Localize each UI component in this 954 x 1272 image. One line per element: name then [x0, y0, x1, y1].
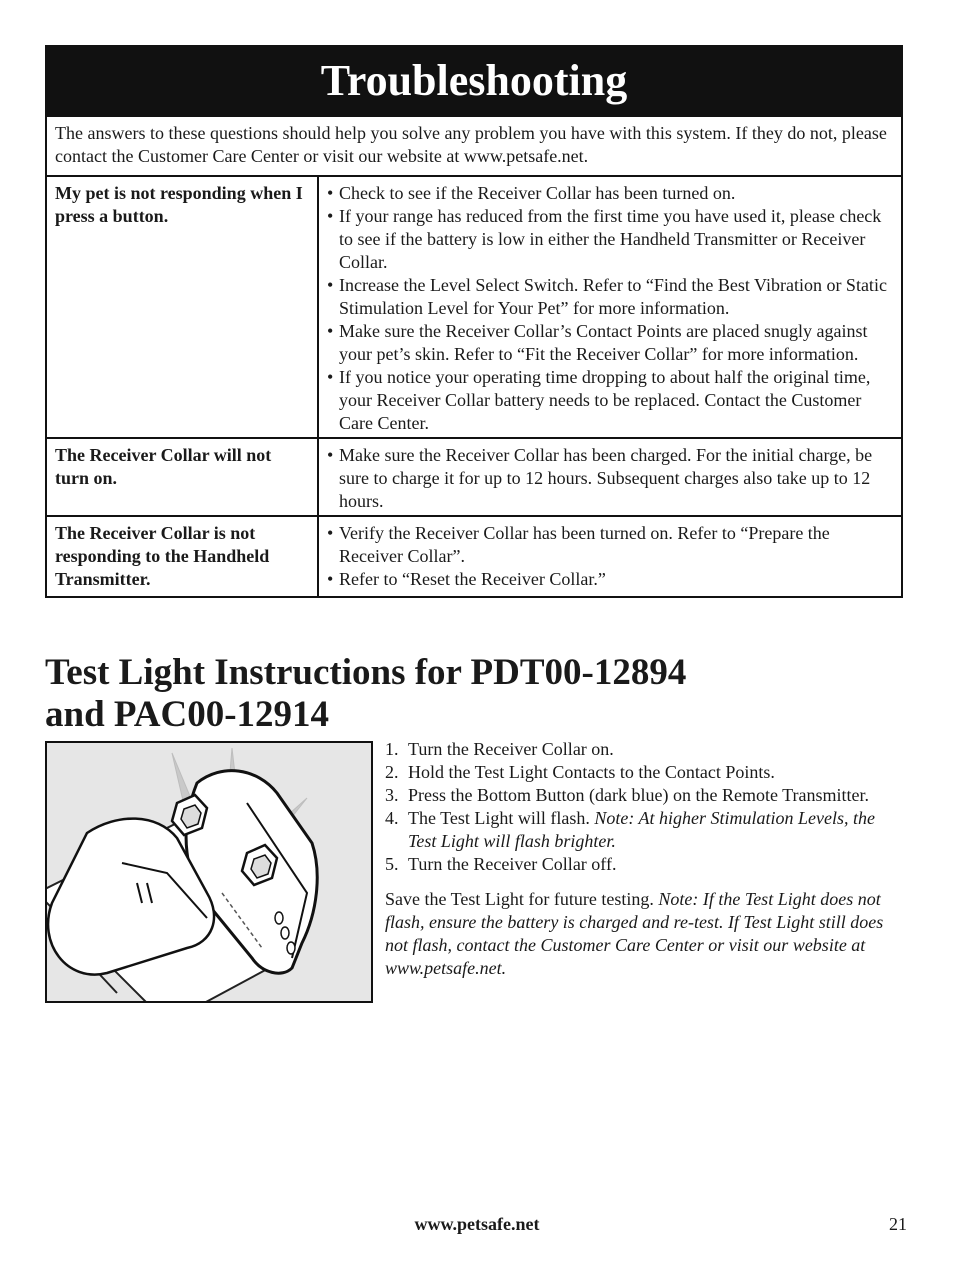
answer-cell: [319, 177, 901, 437]
list-item: 4. The Test Light will flash. Note: At higher Stimulation Levels, the Test Light will flash brighter.: [385, 808, 876, 851]
list-item: 5. Turn the Receiver Collar off.: [385, 854, 617, 874]
table-row: [47, 515, 901, 596]
list-item: • Verify the Receiver Collar has been turned on. Refer to “Prepare the Receiver Collar”.: [327, 523, 830, 566]
list-item: 2. Hold the Test Light Contacts to the Contact Points.: [385, 762, 775, 782]
page-number: 21: [889, 1214, 907, 1234]
list-item: • If your range has reduced from the first time you have used it, please check to see if the battery is low in either the Handheld Transmitter or Receiver Collar.: [327, 206, 882, 272]
save-note: Note: If the Test Light does not flash, ensure the battery is charged and re-test. If Test Light still does not flash, contact the Customer Care Center or visit our website at www.petsafe.net.: [385, 889, 884, 978]
question-cell: The Receiver Collar will not turn on.: [47, 439, 319, 515]
test-light-steps: [385, 738, 905, 980]
troubleshooting-title: Troubleshooting: [47, 47, 901, 115]
collar-test-light-icon: [47, 743, 371, 1001]
list-item: 1. Turn the Receiver Collar on.: [385, 739, 614, 759]
troubleshooting-intro: The answers to these questions should help you solve any problem you have with this system. If they do not, please contact the Customer Care Center or visit our website at www.petsafe.net.: [47, 115, 901, 175]
step-note: Note: At higher Stimulation Levels, the Test Light will flash brighter.: [408, 808, 876, 851]
save-paragraph: Save the Test Light for future testing. Note: If the Test Light does not flash, ensure the battery is charged and re-test. If Test Light still does not flash, contact the Customer Care Center or visit our website at www.petsafe.net.: [385, 889, 884, 978]
table-row: [47, 175, 901, 437]
footer-url: www.petsafe.net: [414, 1214, 540, 1234]
answer-cell: [319, 517, 901, 596]
answer-cell: [319, 439, 901, 515]
list-item: • Check to see if the Receiver Collar has been turned on.: [327, 183, 736, 203]
list-item: • If you notice your operating time dropping to about half the original time, your Receiver Collar battery needs to be replaced. Contact the Customer Care Center.: [327, 367, 871, 433]
test-light-heading: Test Light Instructions for PDT00-12894 and PAC00-12914: [45, 652, 687, 735]
table-row: [47, 437, 901, 515]
question-cell: My pet is not responding when I press a button.: [47, 177, 319, 437]
list-item: • Make sure the Receiver Collar has been charged. For the initial charge, be sure to charge it for up to 12 hours. Subsequent charges also take up to 12 hours.: [327, 445, 873, 511]
question-cell: The Receiver Collar is not responding to the Handheld Transmitter.: [47, 517, 319, 596]
list-item: • Increase the Level Select Switch. Refer to “Find the Best Vibration or Static Stimulation Level for Your Pet” for more information.: [327, 275, 887, 318]
list-item: 3. Press the Bottom Button (dark blue) on the Remote Transmitter.: [385, 785, 869, 805]
test-light-illustration: [45, 741, 373, 1003]
troubleshooting-table: [45, 45, 903, 598]
list-item: • Make sure the Receiver Collar’s Contact Points are placed snugly against your pet’s skin. Refer to “Fit the Receiver Collar” for more information.: [327, 321, 868, 364]
list-item: • Refer to “Reset the Receiver Collar.”: [327, 569, 606, 589]
